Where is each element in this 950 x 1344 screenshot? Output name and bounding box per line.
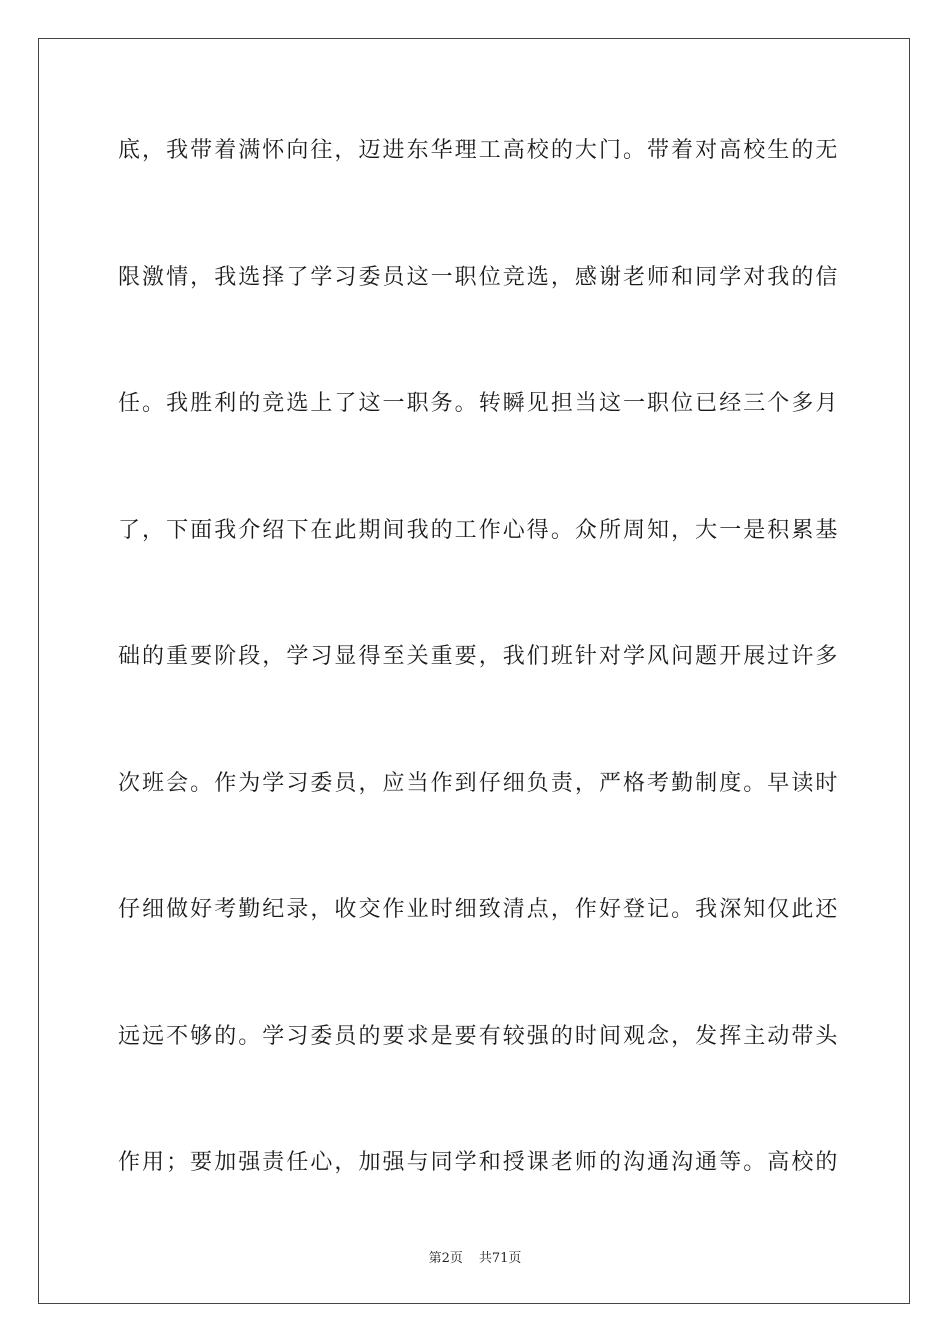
text-line: 次班会。作为学习委员，应当作到仔细负责，严格考勤制度。早读时 (118, 770, 838, 796)
text-line: 任。我胜利的竞选上了这一职务。转瞬见担当这一职位已经三个多月 (118, 391, 838, 416)
text-line: 远远不够的。学习委员的要求是要有较强的时间观念，发挥主动带头 (118, 1023, 838, 1049)
page-footer (0, 1247, 950, 1266)
page-total: 共71页 (478, 1251, 522, 1266)
text-line: 限激情，我选择了学习委员这一职位竞选，感谢老师和同学对我的信 (118, 264, 838, 290)
text-line: 了，下面我介绍下在此期间我的工作心得。众所周知，大一是积累基 (118, 517, 838, 543)
text-line: 仔细做好考勤纪录，收交作业时细致清点，作好登记。我深知仅此还 (118, 897, 838, 922)
page-number: 第2页 (428, 1251, 463, 1266)
text-line: 底，我带着满怀向往，迈进东华理工高校的大门。带着对高校生的无 (118, 138, 838, 163)
text-line: 作用；要加强责任心，加强与同学和授课老师的沟通沟通等。高校的 (118, 1150, 838, 1175)
text-line: 础的重要阶段，学习显得至关重要，我们班针对学风问题开展过许多 (118, 644, 838, 669)
document-body (118, 118, 838, 1257)
